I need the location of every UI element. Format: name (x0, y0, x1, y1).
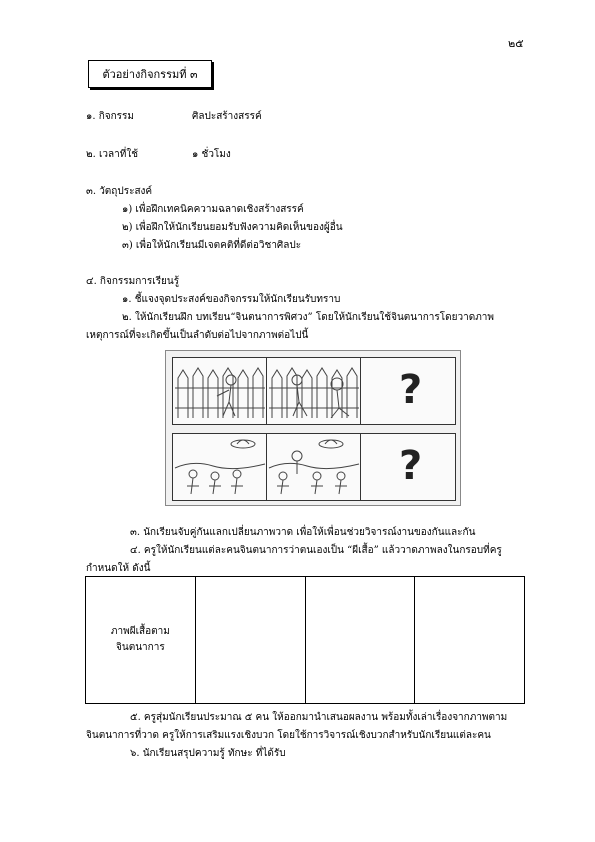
table-label-line-1: ภาพผีเสื้อตาม (110, 626, 170, 637)
drawing-frame (415, 577, 524, 703)
page-number: ๒๕ (508, 37, 524, 50)
objectives-heading: ๓. วัตถุประสงค์ (86, 186, 153, 197)
ufo-scene-illustration (267, 434, 361, 500)
activity-title-box (88, 60, 212, 88)
objective-item: ๓) เพื่อให้นักเรียนมีเจตคติที่ดีต่อวิชาศิลปะ (122, 240, 302, 251)
question-mark: ? (399, 367, 423, 413)
comic-strip-image (165, 350, 461, 506)
step-5-line-2: จินตนาการที่วาด ครูให้การเสริมแรงเชิงบวก โดยใช้การวิจารณ์เชิงบวกสำหรับนักเรียนแต่ละคน (86, 730, 491, 741)
time-label: ๒. เวลาที่ใช้ (86, 149, 138, 160)
ufo-scene-illustration (173, 434, 267, 500)
step-4-line-1: ๔. ครูให้นักเรียนแต่ละคนจินตนาการว่าตนเองเป็น “ผีเสื้อ” แล้ววาดภาพลงในกรอบที่ครู (130, 545, 502, 556)
butterfly-drawing-table (85, 576, 525, 704)
activity-title: ตัวอย่างกิจกรรมที่ ๓ (102, 68, 198, 81)
table-label-line-2: จินตนาการ (116, 642, 165, 653)
table-label-cell (86, 577, 196, 703)
comic-panel-fence-1 (172, 357, 268, 425)
drawing-frame (306, 577, 416, 703)
objective-item: ๒) เพื่อฝึกให้นักเรียนยอมรับฟังความคิดเห็นของผู้อื่น (122, 222, 343, 233)
comic-panel-unknown-2 (360, 433, 456, 501)
comic-panel-ufo-1 (172, 433, 268, 501)
step-2-line-1: ๒. ให้นักเรียนฝึก บทเรียน“จินตนาการพิศวง” โดยให้นักเรียนใช้จินตนาการโดยวาดภาพ (122, 312, 495, 323)
time-value: ๑ ชั่วโมง (192, 149, 231, 160)
fence-scene-illustration (173, 358, 267, 424)
step-6: ๖. นักเรียนสรุปความรู้ ทักษะ ที่ได้รับ (130, 748, 286, 759)
comic-panel-unknown-1 (360, 357, 456, 425)
activity-label: ๑. กิจกรรม (86, 111, 135, 122)
step-2-line-2: เหตุการณ์ที่จะเกิดขึ้นเป็นลำดับต่อไปจากภาพต่อไปนี้ (86, 330, 309, 341)
steps-heading: ๔. กิจกรรมการเรียนรู้ (86, 276, 180, 287)
step-4-line-2: กำหนดให้ ดังนี้ (86, 563, 151, 574)
step-5-line-1: ๕. ครูสุ่มนักเรียนประมาณ ๕ คน ให้ออกมานำเสนอผลงาน พร้อมทั้งเล่าเรื่องจากภาพตาม (130, 712, 508, 723)
step-3: ๓. นักเรียนจับคู่กันแลกเปลี่ยนภาพวาด เพื่อให้เพื่อนช่วยวิจารณ์งานของกันและกัน (130, 527, 476, 538)
comic-panel-ufo-2 (266, 433, 362, 501)
activity-value: ศิลปะสร้างสรรค์ (192, 111, 262, 122)
comic-panel-fence-2 (266, 357, 362, 425)
step-1: ๑. ชี้แจงจุดประสงค์ของกิจกรรมให้นักเรียนรับทราบ (122, 294, 341, 305)
objective-item: ๑) เพื่อฝึกเทคนิคความฉลาดเชิงสร้างสรรค์ (122, 204, 304, 215)
question-mark: ? (399, 443, 423, 489)
fence-scene-illustration (267, 358, 361, 424)
drawing-frame (196, 577, 306, 703)
